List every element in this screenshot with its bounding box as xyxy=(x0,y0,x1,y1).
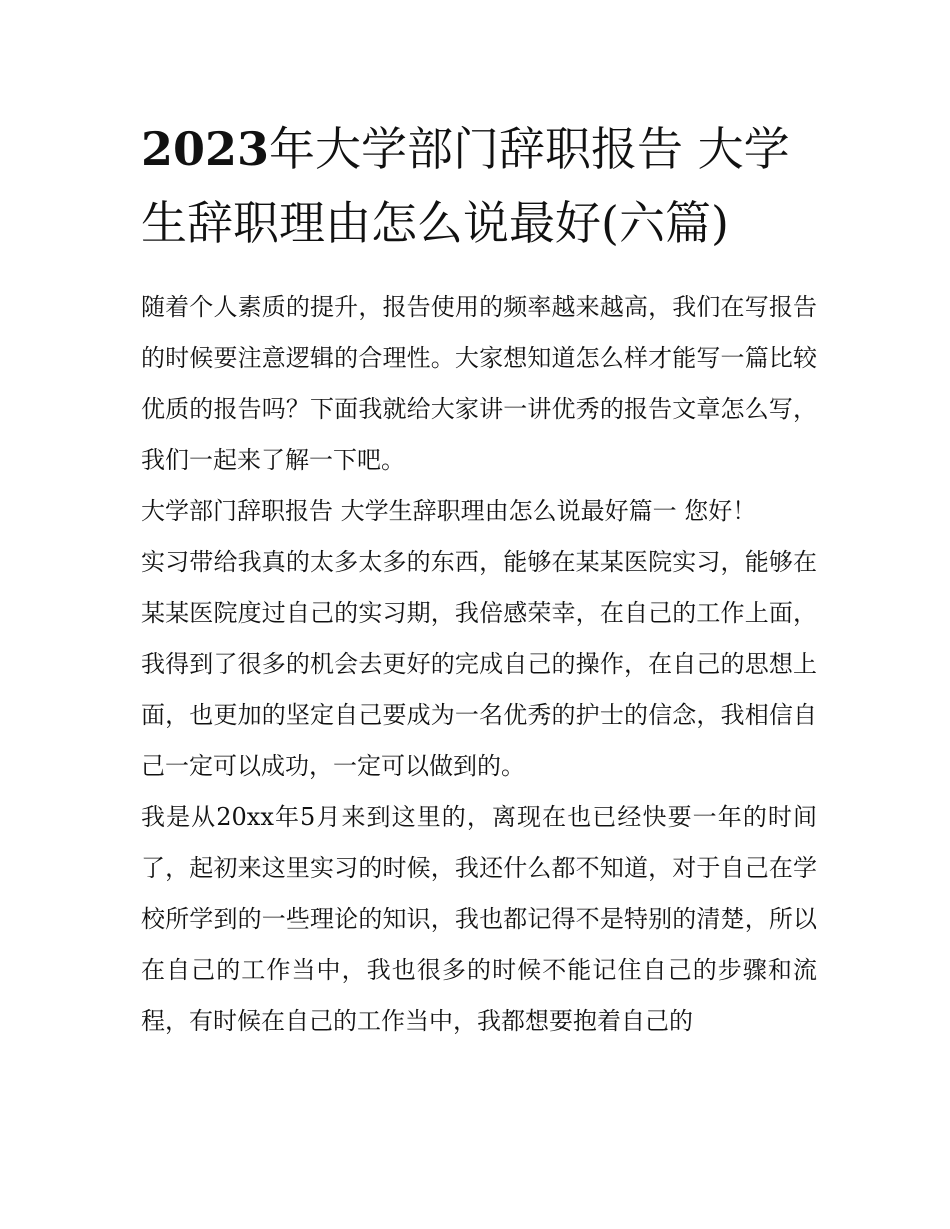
paragraph-arrival: 我是从20xx年5月来到这里的，离现在也已经快要一年的时间了，起初来这里实习的时候，我还什么都不知道，对于自己在学校所学到的一些理论的知识，我也都记得不是特别的清楚，所以在自己的工作当中，我也很多的时候不能记住自己的步骤和流程，有时候在自己的工作当中，我都想要抱着自己的 xyxy=(141,803,817,1035)
title-year: 2023 xyxy=(141,122,270,176)
paragraph-intro: 随着个人素质的提升，报告使用的频率越来越高，我们在写报告的时候要注意逻辑的合理性。大家想知道怎么样才能写一篇比较优质的报告吗？下面我就给大家讲一讲优秀的报告文章怎么写，我们一起来了解一下吧。 xyxy=(141,293,817,474)
document-body xyxy=(141,282,817,1047)
title-text: 年大学部门辞职报告 大学生辞职理由怎么说最好(六篇) xyxy=(141,122,790,250)
paragraph-heading-one: 大学部门辞职报告 大学生辞职理由怎么说最好篇一 您好！ xyxy=(141,497,757,525)
paragraph-internship: 实习带给我真的太多太多的东西，能够在某某医院实习，能够在某某医院度过自己的实习期，我倍感荣幸，在自己的工作上面，我得到了很多的机会去更好的完成自己的操作，在自己的思想上面，也更加的坚定自己要成为一名优秀的护士的信念，我相信自己一定可以成功，一定可以做到的。 xyxy=(141,548,817,780)
document-page xyxy=(141,112,817,1047)
document-title xyxy=(141,112,817,260)
